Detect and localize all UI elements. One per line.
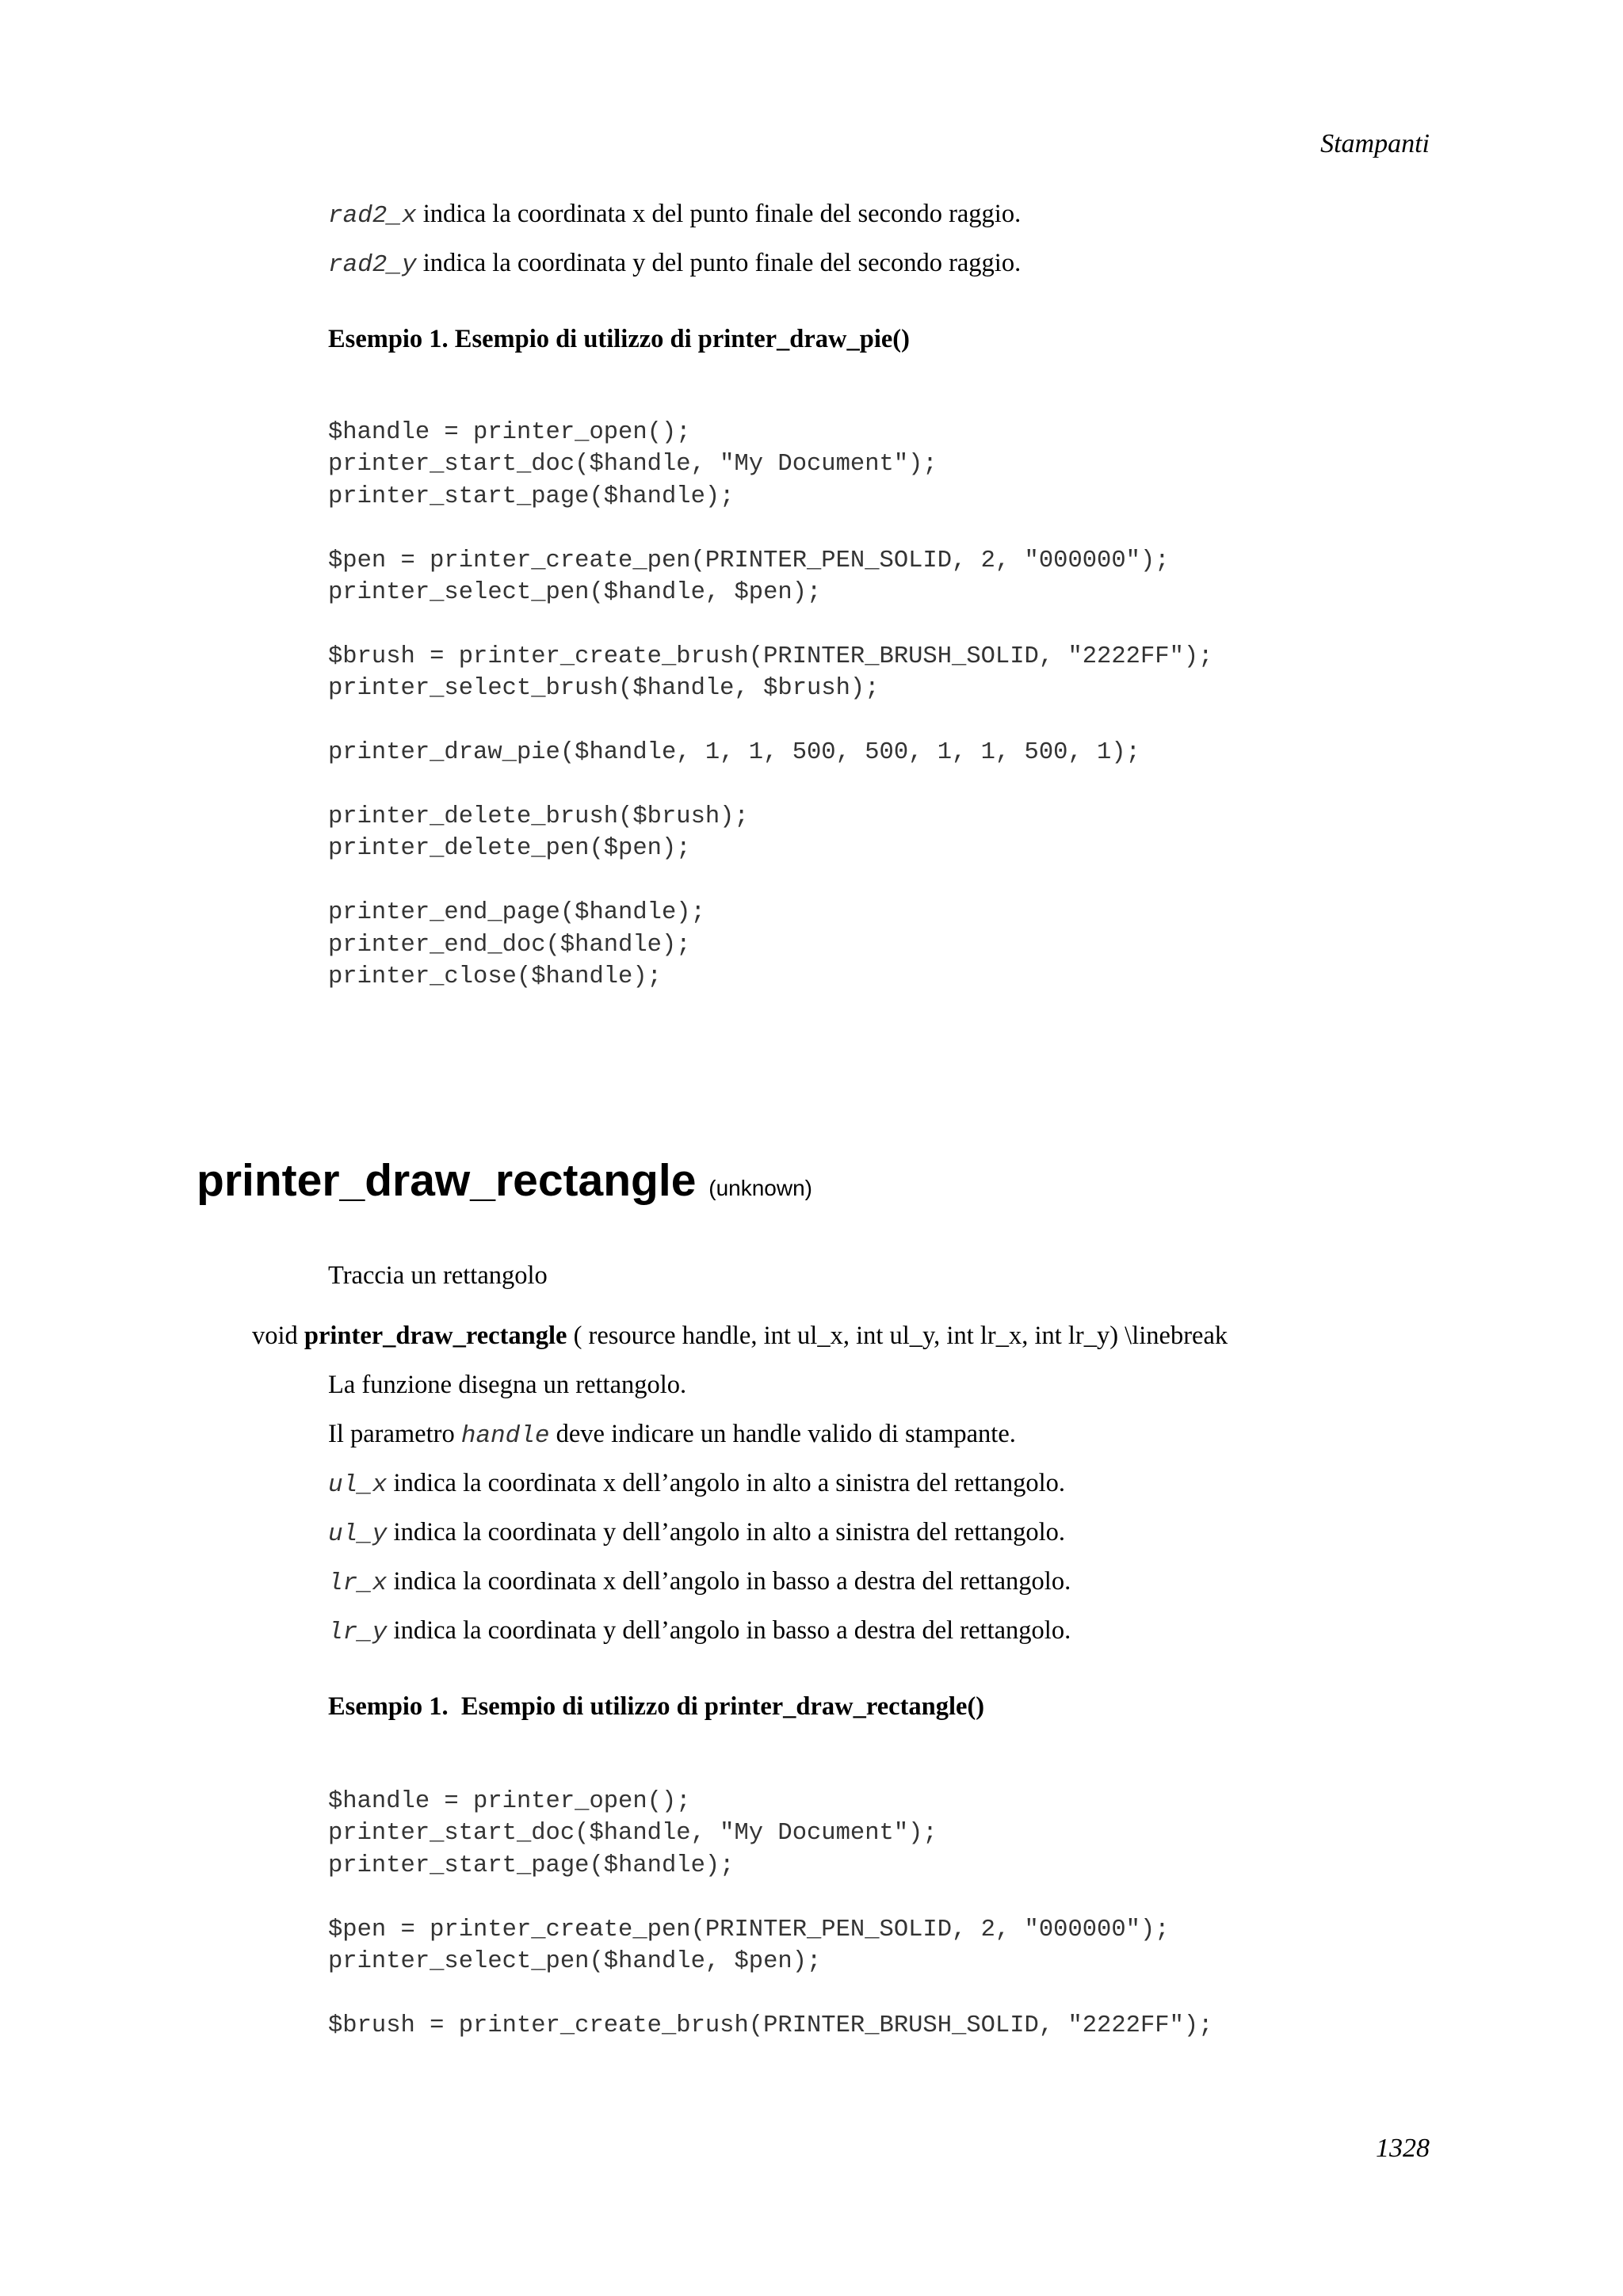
param-name: lr_y <box>328 1619 388 1646</box>
param-name: ul_x <box>328 1471 388 1499</box>
code-example-rectangle: $handle = printer_open(); printer_start_doc($handle, "My Document"); printer_start_page($handle); $pen = printer_create_pen(PRINTER_PEN_SOLID, 2, "000000"); printer_select_pen($handle, $pen); $brush = printer_create_brush(PRINTER_BRUSH_SOLID, "2222FF"); <box>328 1788 1213 2039</box>
function-name: printer_draw_rectangle <box>197 1155 697 1206</box>
param-lr-x <box>328 1566 1071 1600</box>
param-name: lr_x <box>328 1569 388 1597</box>
text-before: Il parametro <box>328 1420 461 1448</box>
return-type: void <box>252 1322 298 1350</box>
text-after: deve indicare un handle valido di stampante. <box>549 1420 1016 1448</box>
param-description: indica la coordinata x dell’angolo in basso a destra del rettangolo. <box>387 1567 1071 1596</box>
param-description: indica la coordinata x dell’angolo in alto a sinistra del rettangolo. <box>387 1469 1065 1497</box>
status-label: (unknown) <box>708 1176 812 1200</box>
param-description: indica la coordinata y dell’angolo in alto a sinistra del rettangolo. <box>387 1518 1065 1547</box>
param-lr-y <box>328 1615 1071 1649</box>
param-rad2-x <box>328 198 1021 232</box>
function-synopsis <box>252 1320 1228 1352</box>
param-description: indica la coordinata x del punto finale del secondo raggio. <box>416 200 1022 228</box>
param-description: indica la coordinata y dell’angolo in basso a destra del rettangolo. <box>387 1616 1071 1645</box>
param-name: ul_y <box>328 1520 388 1548</box>
function-description: La funzione disegna un rettangolo. <box>328 1371 687 1399</box>
param-ul-x <box>328 1467 1065 1501</box>
param-rad2-y <box>328 247 1021 281</box>
running-head: Stampanti <box>1320 129 1430 158</box>
param-name: handle <box>460 1422 550 1450</box>
synopsis-function-name: printer_draw_rectangle <box>304 1322 567 1350</box>
param-name: rad2_y <box>328 251 417 279</box>
param-name: rad2_x <box>328 202 417 230</box>
function-heading <box>197 1154 812 1215</box>
function-purpose: Traccia un rettangolo <box>328 1261 548 1290</box>
synopsis-args: ( resource handle, int ul_x, int ul_y, int lr_x, int lr_y) \linebreak <box>567 1322 1228 1350</box>
example-title-pie: Esempio 1. Esempio di utilizzo di printer_draw_pie() <box>328 325 910 353</box>
page-number: 1328 <box>1376 2134 1430 2163</box>
example-title-rectangle: Esempio 1. Esempio di utilizzo di printer_draw_rectangle() <box>328 1692 985 1721</box>
param-description: indica la coordinata y del punto finale del secondo raggio. <box>416 249 1022 277</box>
param-handle <box>328 1418 1016 1452</box>
code-example-pie: $handle = printer_open(); printer_start_doc($handle, "My Document"); printer_start_page($handle); $pen = printer_create_pen(PRINTER_PEN_SOLID, 2, "000000"); printer_select_pen($handle, $pen); $brush = printer_create_brush(PRINTER_BRUSH_SOLID, "2222FF"); printer_select_brush($handle, $brush); printer_draw_pie($handle, 1, 1, 500, 500, 1, 1, 500, 1); printer_delete_brush($brush); printer_delete_pen($pen); printer_end_page($handle); printer_end_doc($handle); printer_close($handle); <box>328 419 1213 990</box>
param-ul-y <box>328 1516 1065 1550</box>
